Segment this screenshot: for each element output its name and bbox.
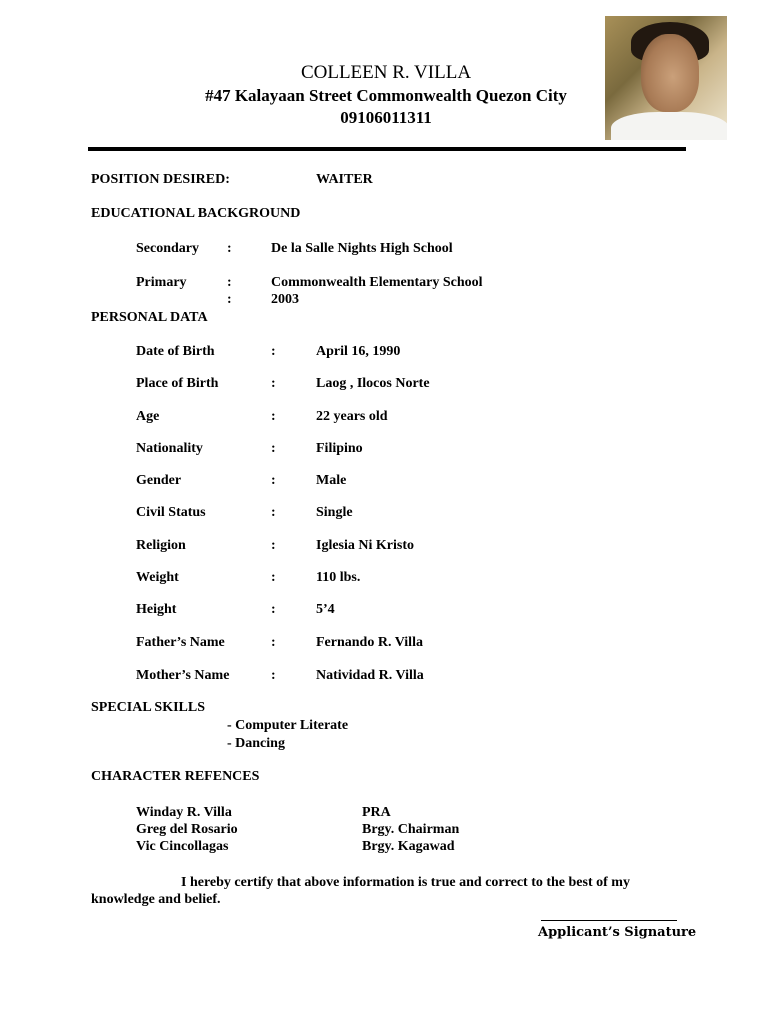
row-label: Civil Status bbox=[136, 505, 206, 520]
primary-value: Commonwealth Elementary School bbox=[271, 275, 483, 290]
position-value: WAITER bbox=[316, 172, 373, 187]
applicant-photo bbox=[605, 16, 727, 140]
row-value: Iglesia Ni Kristo bbox=[316, 538, 414, 553]
education-heading: EDUCATIONAL BACKGROUND bbox=[91, 206, 301, 221]
row-value: 22 years old bbox=[316, 409, 388, 424]
primary-year: 2003 bbox=[271, 292, 299, 307]
row-label: Religion bbox=[136, 538, 186, 553]
row-colon: : bbox=[271, 376, 276, 391]
secondary-colon: : bbox=[227, 241, 232, 256]
row-label: Gender bbox=[136, 473, 182, 488]
reference-title: PRA bbox=[362, 805, 391, 820]
row-colon: : bbox=[271, 570, 276, 585]
row-value: Natividad R. Villa bbox=[316, 668, 424, 683]
skill-item: - Dancing bbox=[227, 736, 285, 751]
row-colon: : bbox=[271, 505, 276, 520]
row-value: Male bbox=[316, 473, 347, 488]
personal-heading: PERSONAL DATA bbox=[91, 310, 208, 325]
reference-title: Brgy. Kagawad bbox=[362, 839, 455, 854]
references-heading: CHARACTER REFENCES bbox=[91, 769, 260, 784]
row-label: Weight bbox=[136, 570, 179, 585]
skills-heading: SPECIAL SKILLS bbox=[91, 700, 205, 715]
row-colon: : bbox=[271, 441, 276, 456]
reference-name: Winday R. Villa bbox=[136, 805, 232, 820]
row-label: Father’s Name bbox=[136, 635, 225, 650]
primary-colon: : bbox=[227, 275, 232, 290]
row-value: 110 lbs. bbox=[316, 570, 361, 585]
reference-name: Vic Cincollagas bbox=[136, 839, 229, 854]
row-value: Fernando R. Villa bbox=[316, 635, 423, 650]
row-colon: : bbox=[271, 344, 276, 359]
row-value: Filipino bbox=[316, 441, 363, 456]
row-value: 5’4 bbox=[316, 602, 335, 617]
applicant-name: COLLEEN R. VILLA bbox=[300, 62, 472, 83]
row-label: Date of Birth bbox=[136, 344, 215, 359]
row-label: Age bbox=[136, 409, 160, 424]
reference-name: Greg del Rosario bbox=[136, 822, 238, 837]
row-label: Height bbox=[136, 602, 177, 617]
row-label: Place of Birth bbox=[136, 376, 219, 391]
applicant-address: #47 Kalayaan Street Commonwealth Quezon City bbox=[205, 86, 567, 105]
skill-item: - Computer Literate bbox=[227, 718, 349, 733]
row-value: Single bbox=[316, 505, 353, 520]
row-label: Mother’s Name bbox=[136, 668, 230, 683]
secondary-label: Secondary bbox=[136, 241, 199, 256]
row-value: Laog , Ilocos Norte bbox=[316, 376, 430, 391]
reference-title: Brgy. Chairman bbox=[362, 822, 460, 837]
header-divider bbox=[88, 147, 686, 151]
signature-label: Applicant’s Signature bbox=[538, 925, 697, 940]
primary-label: Primary bbox=[136, 275, 187, 290]
signature-line bbox=[541, 920, 677, 921]
certification-line-1: I hereby certify that above information is true and correct to the best of my bbox=[181, 875, 630, 890]
row-colon: : bbox=[271, 602, 276, 617]
row-colon: : bbox=[271, 668, 276, 683]
row-value: April 16, 1990 bbox=[316, 344, 401, 359]
row-label: Nationality bbox=[136, 441, 203, 456]
row-colon: : bbox=[271, 409, 276, 424]
applicant-phone: 09106011311 bbox=[340, 108, 432, 127]
certification-line-2: knowledge and belief. bbox=[91, 892, 221, 907]
row-colon: : bbox=[271, 635, 276, 650]
row-colon: : bbox=[271, 538, 276, 553]
position-label: POSITION DESIRED: bbox=[91, 172, 230, 187]
primary-year-colon: : bbox=[227, 292, 232, 307]
secondary-value: De la Salle Nights High School bbox=[271, 241, 453, 256]
row-colon: : bbox=[271, 473, 276, 488]
